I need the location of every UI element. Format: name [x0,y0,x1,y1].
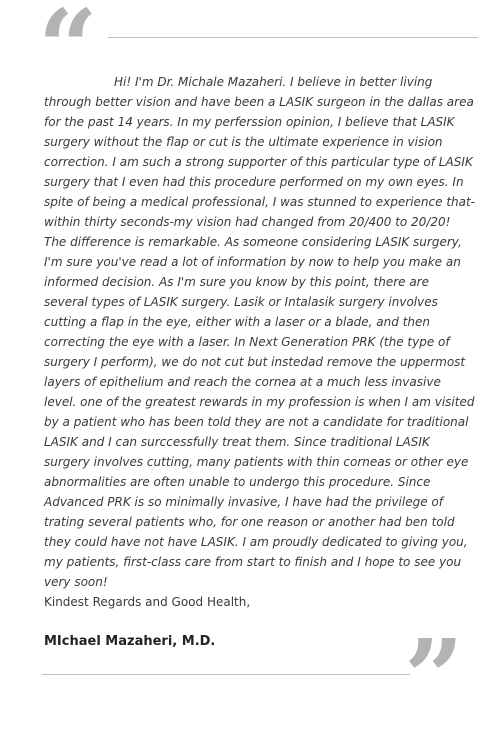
close-quote-mark: ” [404,616,464,739]
bottom-divider [42,674,410,675]
testimonial-body: Hi! I'm Dr. Michale Mazaheri. I believe in better living through better vision and have been a LASIK surgeon in the dallas area for the past 14 years. In my perferssion opinion, I believe that LASIK surgery without the flap or cut is the ultimate experience in vision correction. I am such a strong supporter of this particular type of LASIK surgery that I even had this procedure performed on my own eyes. In spite of being a medical professional, I was stunned to experience that-within thirty seconds-my vision had changed from 20/400 to 20/20! The difference is remarkable. As someone considering LASIK surgery, I'm sure you've read a lot of information by now to help you make an informed decision. As I'm sure you know by this point, there are several types of LASIK surgery. Lasik or Intalasik surgery involves cutting a flap in the eye, either with a laser or a blade, and then correcting the eye with a laser. In Next Generation PRK (the type of surgery I perform), we do not cut but instedad remove the uppermost layers of epithelium and reach the cornea at a much less invasive level. one of the greatest rewards in my profession is when I am visited by a patient who has been told they are not a candidate for traditional LASIK and I can surccessfully treat them. Since traditional LASIK surgery involves cutting, many patients with thin corneas or other eye abnormalities are often unable to undergo this procedure. Since Advanced PRK is so minimally invasive, I have had the privilege of trating several patients who, for one reason or another had ben told they could have not have LASIK. I am proudly dedicated to giving you, my patients, first-class care from start to finish and I hope to see you very soon! [44,75,476,589]
signature-name: MIchael Mazaheri, M.D. [44,634,216,649]
open-quote-mark: “ [38,0,98,109]
closing-line: Kindest Regards and Good Health, [44,595,251,609]
top-divider [108,37,478,38]
